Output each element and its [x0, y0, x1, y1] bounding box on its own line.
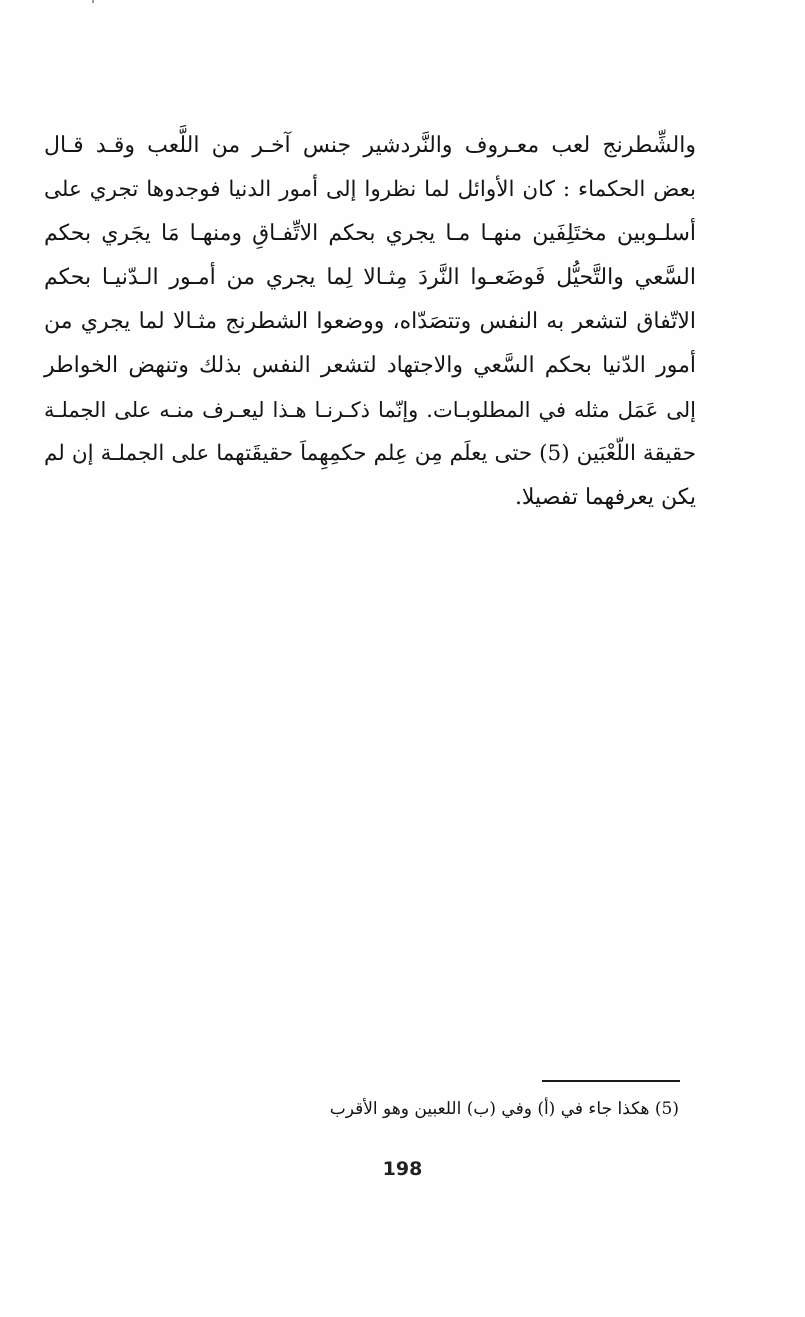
paragraph-line: السَّعي والتَّحيُّل فَوضَعـوا النَّردَ مِثـالا لِما يجري من أمـور الـدّنيـا بحكم [44, 265, 696, 290]
footnote: (5) هكذا جاء في (أ) وفي (ب) اللعبين وهو الأقرب [329, 1099, 679, 1119]
paragraph-line: إلى عَمَل مثله في المطلوبـات. وإنّما ذكـرنـا هـذا ليعـرف منـه على الجملـة [44, 398, 696, 422]
footnote-divider [542, 1080, 680, 1082]
main-paragraph [44, 124, 696, 520]
scan-speck [92, 0, 94, 3]
paragraph-line: يكن يعرفهما تفصيلا. [514, 485, 696, 510]
paragraph-line: أسلـوبين مختَلِفَين منهـا مـا يجري بحكم الاتِّفـاقِ ومنهـا مَا يجَري بحكم [44, 221, 696, 246]
paragraph-line: حقيقة اللّعْبَين (5) حتى يعلَم مِن عِلم حكمِهِماَ حقيقَتهما على الجملـة إن لم [44, 441, 696, 466]
paragraph-line: بعض الحكماء : كان الأوائل لما نظروا إلى أمور الدنيا فوجدوها تجري على [44, 177, 696, 202]
paragraph-line: أمور الدّنيا بحكم السَّعي والاجتهاد لتشعر النفس بذلك وتنهض الخواطر [44, 353, 696, 378]
page-number: 198 [382, 1158, 423, 1180]
paragraph-line: والشِّطرنج لعب معـروف والنَّردشير جنس آخـر من اللَّعب وقـد قـال [44, 133, 696, 158]
paragraph-line: الاتّفاق لتشعر به النفس وتتصَدّاه، ووضعوا الشطرنج مثـالا لما يجري من [44, 309, 696, 334]
